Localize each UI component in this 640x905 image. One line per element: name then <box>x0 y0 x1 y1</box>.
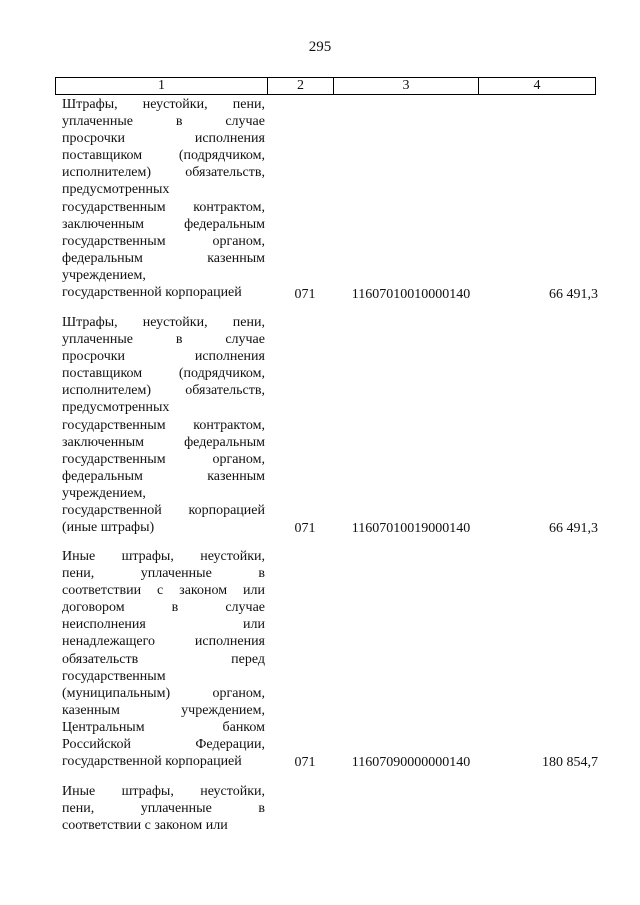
description-line: учреждением, <box>62 267 146 283</box>
description-line: просрочки исполнения <box>62 349 265 365</box>
row-code: 071 <box>294 755 316 770</box>
description-line: федеральным казенным <box>62 250 265 266</box>
row-amount: 66 491,3 <box>549 521 598 536</box>
page-number: 295 <box>308 39 332 55</box>
description-line: пени, уплаченные в <box>62 801 265 817</box>
header-col-2: 2 <box>268 78 334 94</box>
row-code: 071 <box>294 287 316 302</box>
row-kbk: 11607010019000140 <box>351 521 471 536</box>
description-line: Центральным банком <box>62 719 265 735</box>
description-line: Штрафы, неустойки, пени, <box>62 97 265 112</box>
description-line: просрочки исполнения <box>62 131 265 147</box>
description-line: государственной корпорацией <box>62 503 265 519</box>
row-description <box>62 314 265 536</box>
description-line: обязательств перед <box>62 651 265 667</box>
description-line: пени, уплаченные в <box>62 566 265 582</box>
description-line: государственной корпорацией <box>62 754 242 770</box>
description-line: Российской Федерации, <box>62 737 265 753</box>
description-line: государственным контрактом, <box>62 199 265 215</box>
header-col-1: 1 <box>56 78 268 94</box>
description-line: государственным органом, <box>62 233 265 249</box>
description-line: исполнителем) обязательств, <box>62 383 265 399</box>
description-line: предусмотренных <box>62 400 170 416</box>
header-col-3: 3 <box>334 78 479 94</box>
description-line: поставщиком (подрядчиком, <box>62 366 265 382</box>
description-line: заключенным федеральным <box>62 434 265 450</box>
row-kbk: 11607090000000140 <box>351 755 471 770</box>
description-line: государственной корпорацией <box>62 285 242 301</box>
description-line: уплаченные в случае <box>62 114 265 130</box>
description-line: соответствии с законом или <box>62 583 265 599</box>
description-line: Штрафы, неустойки, пени, <box>62 315 265 330</box>
row-kbk: 11607010010000140 <box>351 287 471 302</box>
header-col-4: 4 <box>533 78 541 93</box>
description-line: федеральным казенным <box>62 468 265 484</box>
description-line: заключенным федеральным <box>62 216 265 232</box>
description-line: соответствии с законом или <box>62 818 228 834</box>
description-line: уплаченные в случае <box>62 332 265 348</box>
description-line: предусмотренных <box>62 182 170 198</box>
description-line: казенным учреждением, <box>62 702 265 718</box>
row-amount: 66 491,3 <box>549 287 598 302</box>
row-description <box>62 548 265 770</box>
description-line: неисполнения или <box>62 617 265 633</box>
description-line: (муниципальным) органом, <box>62 685 265 701</box>
description-line: Иные штрафы, неустойки, <box>62 549 265 564</box>
row-code: 071 <box>294 521 316 536</box>
description-line: государственным <box>62 668 166 684</box>
description-line: поставщиком (подрядчиком, <box>62 148 265 164</box>
row-description <box>62 96 265 301</box>
description-line: Иные штрафы, неустойки, <box>62 784 265 799</box>
description-line: учреждением, <box>62 485 146 501</box>
description-line: исполнителем) обязательств, <box>62 165 265 181</box>
description-line: государственным контрактом, <box>62 417 265 433</box>
description-line: государственным органом, <box>62 451 265 467</box>
description-line: (иные штрафы) <box>62 520 155 536</box>
table-header <box>55 77 596 95</box>
description-line: ненадлежащего исполнения <box>62 634 265 650</box>
row-amount: 180 854,7 <box>542 755 598 770</box>
description-line: договором в случае <box>62 600 265 616</box>
row-description <box>62 783 265 834</box>
